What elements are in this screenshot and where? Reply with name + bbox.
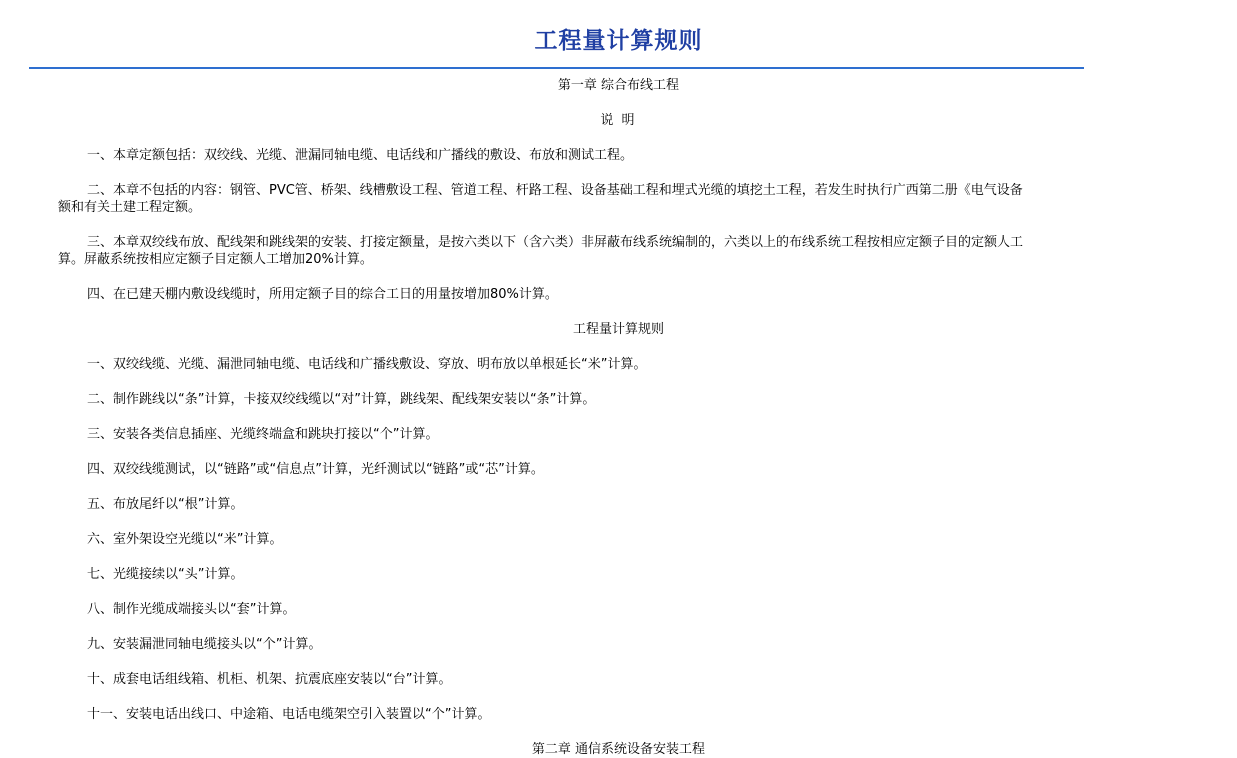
rule-item: 九、安装漏泄同轴电缆接头以“个”计算。	[87, 637, 322, 652]
rule-item: 六、室外架设空光缆以“米”计算。	[87, 532, 283, 547]
note-first-line: 三、本章双绞线布放、配线架和跳线架的安装、打接定额量，是按六类以下（含六类）非屏蔽布线系统编制的，六类以上的布线系统工程按相应定额子目的定额人工	[87, 235, 1024, 250]
note-paragraph	[0, 147, 1084, 164]
rule-item: 三、安装各类信息插座、光缆终端盒和跳块打接以“个”计算。	[87, 427, 439, 442]
note-continuation-line: 额和有关土建工程定额。	[58, 200, 202, 215]
rule-item: 十、成套电话组线箱、机柜、机架、抗震底座安装以“台”计算。	[87, 672, 452, 687]
note-first-line: 四、在已建天棚内敷设线缆时，所用定额子目的综合工日的用量按增加80%计算。	[87, 287, 558, 302]
note-paragraph	[0, 234, 1084, 268]
rules-heading: 工程量计算规则	[572, 322, 664, 337]
document-body	[0, 77, 1084, 758]
note-continuation-line: 算。屏蔽系统按相应定额子目定额人工增加20%计算。	[58, 252, 373, 267]
note-first-line: 一、本章定额包括：双绞线、光缆、泄漏同轴电缆、电话线和广播线的敷设、布放和测试工程。	[87, 148, 634, 163]
chapter-heading: 第一章 综合布线工程	[557, 78, 680, 93]
title-divider	[29, 67, 1084, 69]
note-paragraph	[0, 182, 1084, 216]
rule-item: 五、布放尾纤以“根”计算。	[87, 497, 244, 512]
rule-item: 二、制作跳线以“条”计算，卡接双绞线缆以“对”计算，跳线架、配线架安装以“条”计算。	[87, 392, 596, 407]
rule-item: 十一、安装电话出线口、中途箱、电话电缆架空引入装置以“个”计算。	[87, 707, 491, 722]
section-subheading: 说 明	[600, 113, 637, 128]
note-first-line: 二、本章不包括的内容：钢管、PVC管、桥架、线槽敷设工程、管道工程、杆路工程、设备基础工程和埋式光缆的填挖土工程，若发生时执行广西第二册《电气设备	[87, 183, 1023, 198]
document-title: 工程量计算规则	[534, 28, 703, 54]
note-paragraph	[0, 286, 1084, 303]
rule-item: 八、制作光缆成端接头以“套”计算。	[87, 602, 296, 617]
rule-item: 四、双绞线缆测试，以“链路”或“信息点”计算，光纤测试以“链路”或“芯”计算。	[87, 462, 544, 477]
rule-item: 一、双绞线缆、光缆、漏泄同轴电缆、电话线和广播线敷设、穿放、明布放以单根延长“米”计算。	[87, 357, 647, 372]
next-chapter-heading: 第二章 通信系统设备安装工程	[531, 742, 706, 757]
rule-item: 七、光缆接续以“头”计算。	[87, 567, 244, 582]
